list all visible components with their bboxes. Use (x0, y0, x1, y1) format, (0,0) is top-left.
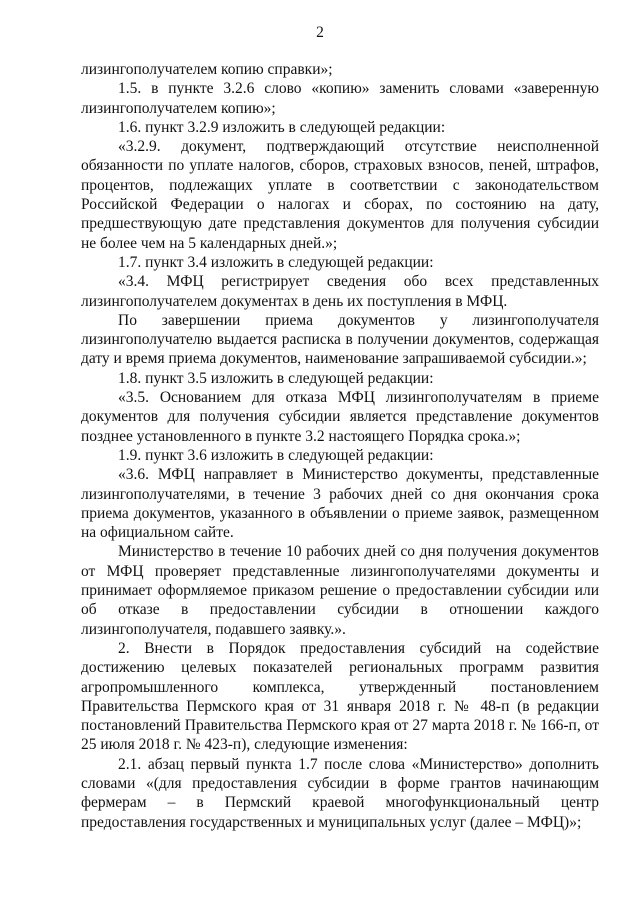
paragraph: 1.6. пункт 3.2.9 изложить в следующей редакции: (118, 118, 446, 136)
paragraph: По завершении приема документов у лизингополучателя лизингополучателю выдается расписка в получении документов, содержащая дату и время приема документов, наименование запрашиваемой субсидии.»; (81, 311, 599, 368)
paragraph: 1.8. пункт 3.5 изложить в следующей редакции: (118, 369, 434, 387)
paragraph: «3.4. МФЦ регистрирует сведения обо всех представленных лизингополучателем документах в день их поступления в МФЦ. (81, 273, 599, 310)
paragraph: 2.1. абзац первый пункта 1.7 после слова «Министерство» дополнить словами «(для предоставления субсидии в форме грантов начинающим фермерам – в Пермский краевой многофункциональный центр предоставления государственных и муниципальных услуг (далее – МФЦ)»; (81, 755, 599, 831)
paragraph: лизингополучателем копию справки»; (81, 61, 333, 78)
paragraph: 2. Внести в Порядок предоставления субсидий на содействие достижению целевых показателей региональных программ развития агропромышленного комплекса, утвержденный постановлением Правительства Пермского края от 31 января 2018 г. № 48-п (в редакции постановлений Правительства Пермского края от 27 марта 2018 г. № 166-п, от 25 июля 2018 г. № 423-п), следующие изменения: (81, 639, 599, 754)
paragraph: «3.2.9. документ, подтверждающий отсутствие неисполненной обязанности по уплате налогов, сборов, страховых взносов, пеней, штрафов, процентов, подлежащих уплате в соответствии с законодательством Российской Федерации о налогах и сборах, по состоянию на дату, предшествующую дате представления документов для получения субсидии не более чем на 5 календарных дней.»; (81, 138, 599, 252)
paragraph: «3.5. Основанием для отказа МФЦ лизингополучателям в приеме документов для получения субсидии является представление документов позднее установленного в пункте 3.2 настоящего Порядка срока.»; (81, 389, 599, 445)
paragraph: Министерство в течение 10 рабочих дней со дня получения документов от МФЦ проверяет представленные лизингополучателями документы и принимает оформляемое приказом решение о предоставлении субсидии или об отказе в предоставлении субсидии в отношении каждого лизингополучателя, подавшего заявку.». (81, 543, 599, 638)
paragraph: 1.7. пункт 3.4 изложить в следующей редакции: (118, 253, 434, 271)
paragraph: 1.9. пункт 3.6 изложить в следующей редакции: (118, 446, 434, 464)
document-body (81, 60, 599, 832)
page-number: 2 (316, 24, 324, 41)
paragraph: 1.5. в пункте 3.2.6 слово «копию» заменить словами «заверенную лизингополучателем копию»; (81, 80, 599, 117)
paragraph: «3.6. МФЦ направляет в Министерство документы, представленные лизингополучателями, в течение 3 рабочих дней со дня окончания срока приема документов, указанного в объявлении о приеме заявок, размещенном на официальном сайте. (81, 466, 599, 542)
